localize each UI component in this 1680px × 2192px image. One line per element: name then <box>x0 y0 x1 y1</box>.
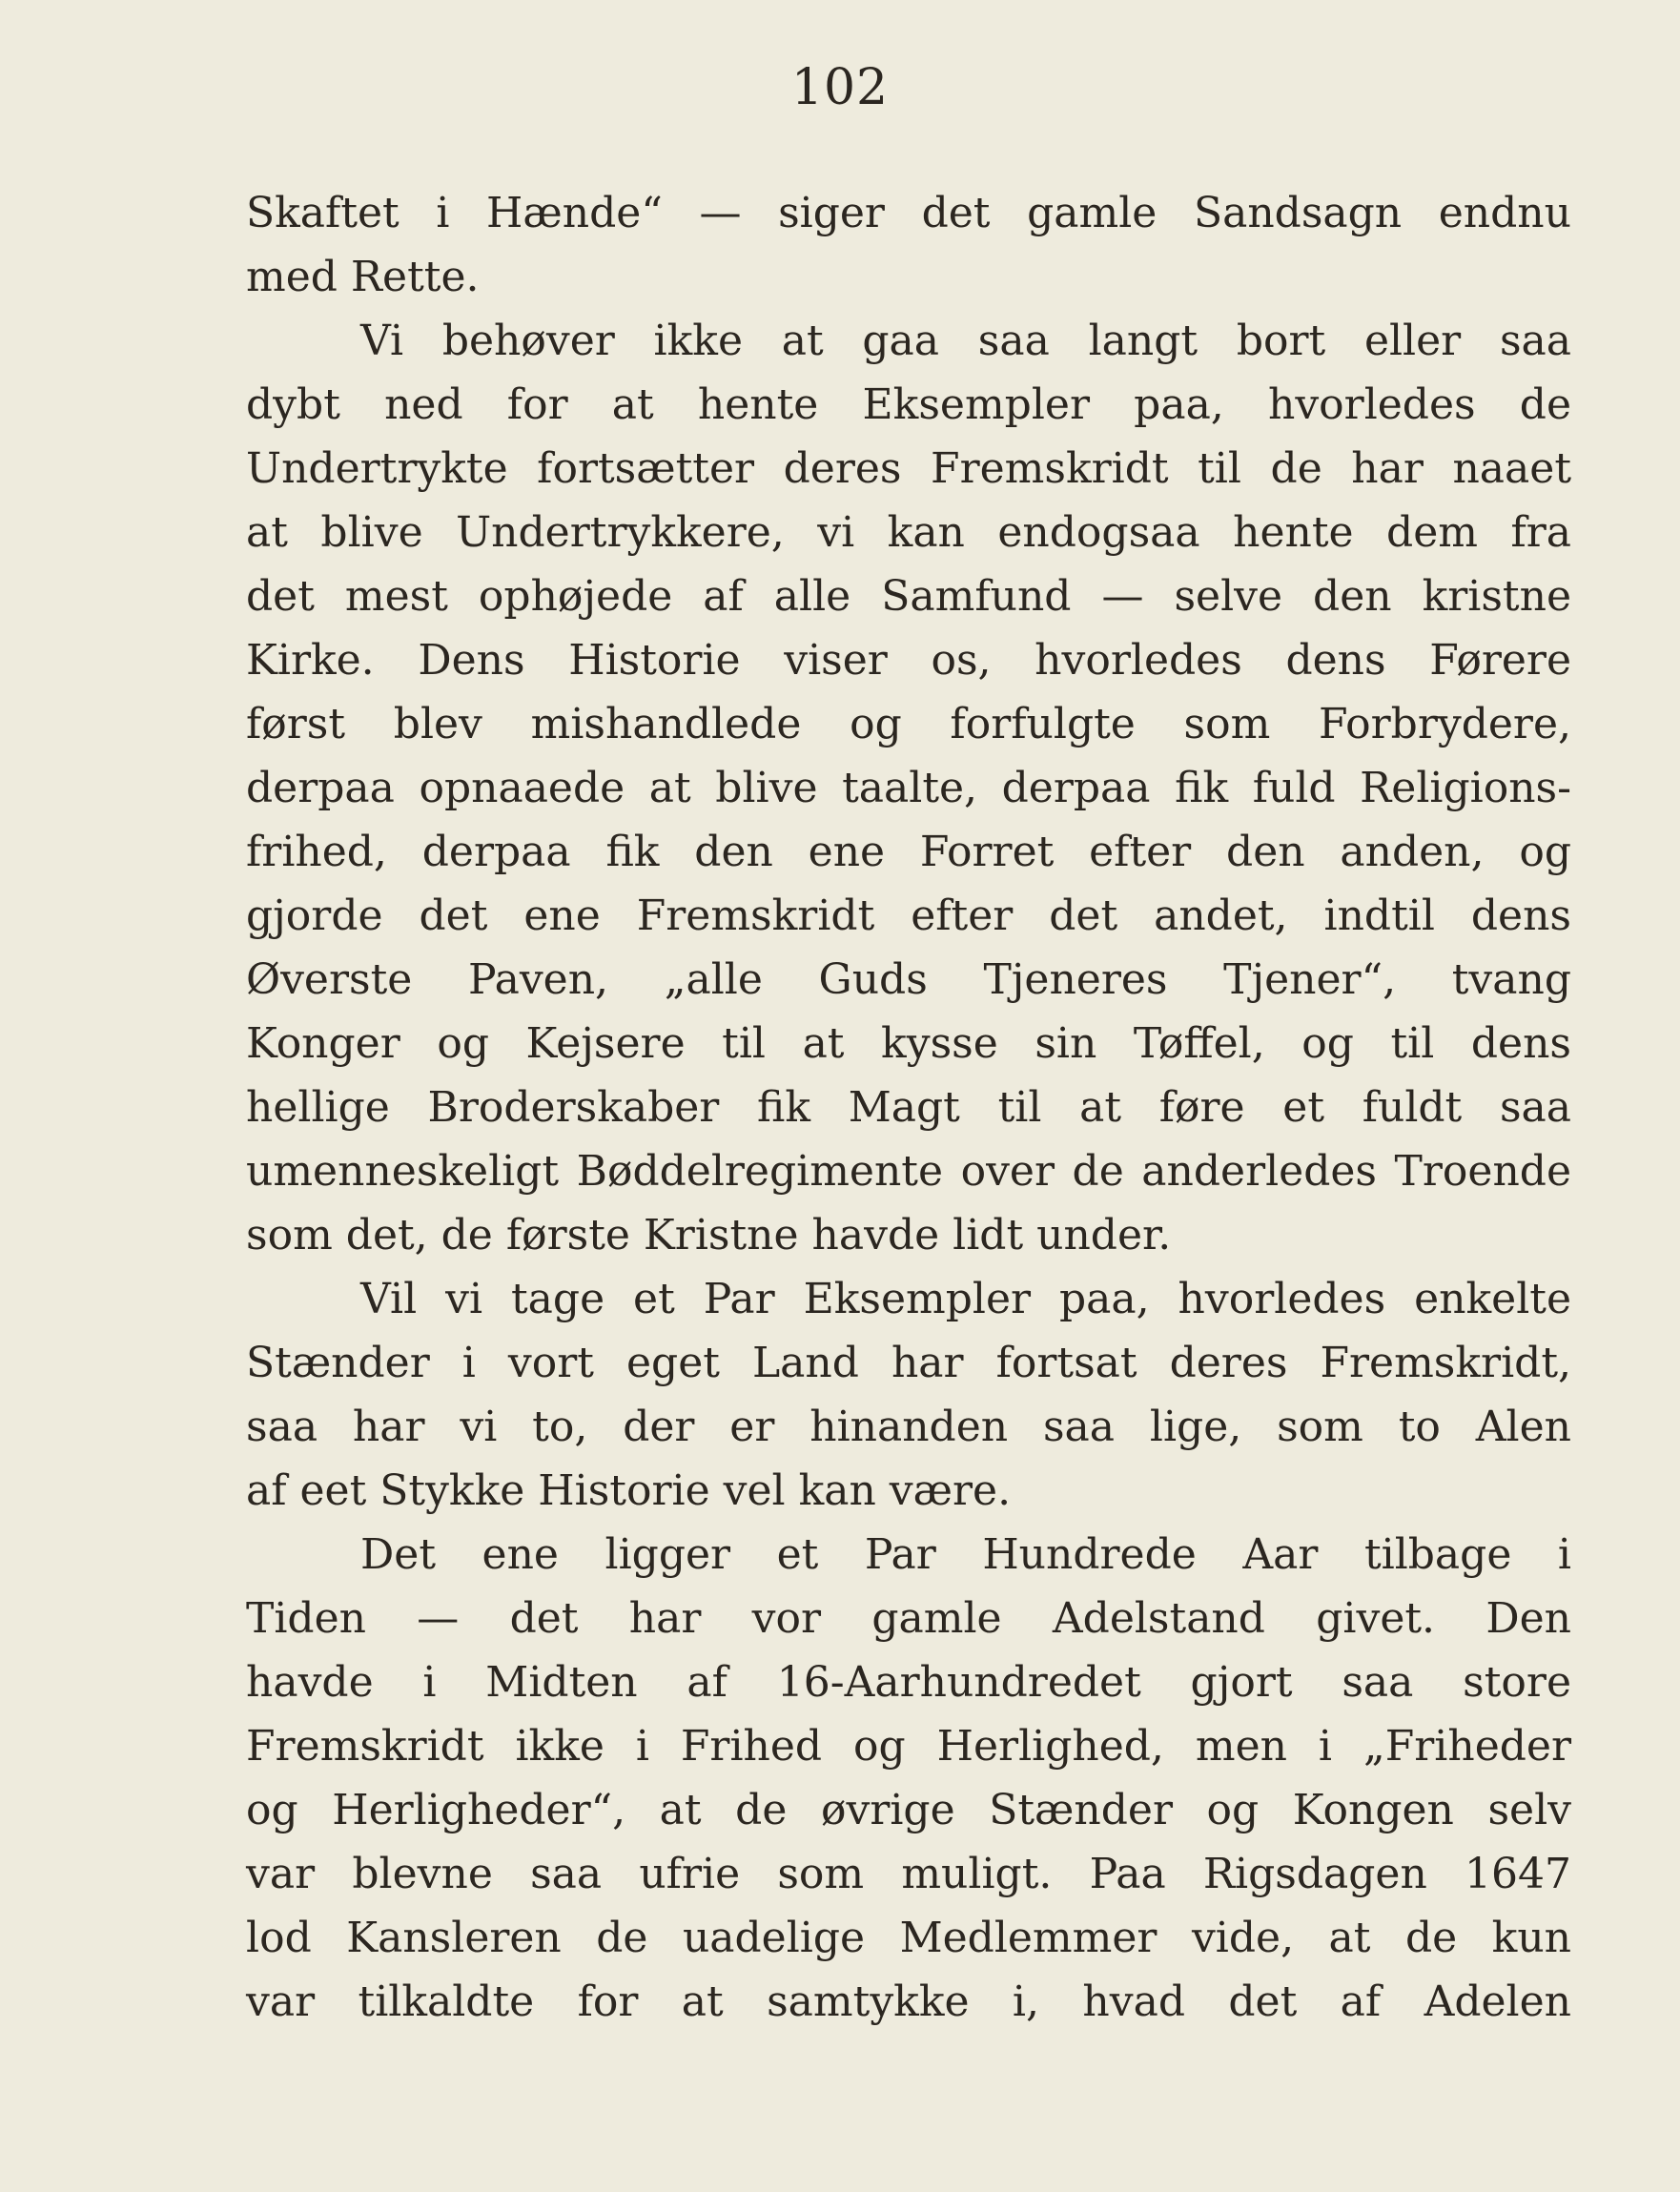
text-line: som det, de første Kristne havde lidt under. <box>246 1211 1172 1260</box>
text-line: saa har vi to, der er hinanden saa lige, som to Alen <box>246 1403 1571 1451</box>
text-line: hellige Broderskaber fik Magt til at føre et fuldt saa <box>246 1083 1571 1132</box>
text-line: Vi behøver ikke at gaa saa langt bort eller saa <box>360 317 1571 365</box>
text-line: havde i Midten af 16-Aarhundredet gjort saa store <box>246 1658 1571 1707</box>
text-line: var tilkaldte for at samtykke i, hvad det af Adelen <box>246 1977 1571 2026</box>
paragraph <box>246 1523 1571 2034</box>
text-line: først blev mishandlede og forfulgte som Forbrydere, <box>246 700 1571 748</box>
text-line: Det ene ligger et Par Hundrede Aar tilbage i <box>360 1530 1571 1579</box>
text-line: gjorde det ene Fremskridt efter det andet, indtil dens <box>246 891 1571 940</box>
paragraph <box>246 1267 1571 1523</box>
text-line: at blive Undertrykkere, vi kan endogsaa hente dem fra <box>246 508 1571 557</box>
paragraph <box>246 181 1571 309</box>
text-line: var blevne saa ufrie som muligt. Paa Rigsdagen 1647 <box>246 1850 1571 1898</box>
text-line: Tiden — det har vor gamle Adelstand givet. Den <box>246 1594 1571 1643</box>
text-line: og Herligheder“, at de øvrige Stænder og Kongen selv <box>246 1786 1571 1834</box>
text-line: med Rette. <box>246 253 480 301</box>
paragraph <box>246 309 1571 1267</box>
text-line: frihed, derpaa fik den ene Forret efter den anden, og <box>246 828 1571 876</box>
text-line: Undertrykte fortsætter deres Fremskridt til de har naaet <box>246 444 1571 493</box>
text-line: lod Kansleren de uadelige Medlemmer vide, at de kun <box>246 1914 1571 1962</box>
text-line: af eet Stykke Historie vel kan være. <box>246 1466 1012 1515</box>
page-number: 102 <box>790 59 890 116</box>
body-text <box>246 181 1571 2034</box>
text-line: Stænder i vort eget Land har fortsat deres Fremskridt, <box>246 1339 1571 1387</box>
text-line: umenneskeligt Bøddelregimente over de anderledes Troende <box>246 1147 1571 1196</box>
text-line: Kirke. Dens Historie viser os, hvorledes dens Førere <box>246 636 1571 685</box>
text-line: Øverste Paven, „alle Guds Tjeneres Tjener“, tvang <box>246 955 1571 1004</box>
text-line: Vil vi tage et Par Eksempler paa, hvorledes enkelte <box>360 1275 1571 1323</box>
text-line: Fremskridt ikke i Frihed og Herlighed, men i „Friheder <box>246 1722 1571 1771</box>
text-line: dybt ned for at hente Eksempler paa, hvorledes de <box>246 380 1571 429</box>
text-line: derpaa opnaaede at blive taalte, derpaa fik fuld Religions- <box>246 764 1571 812</box>
text-line: Konger og Kejsere til at kysse sin Tøffel, og til dens <box>246 1019 1571 1068</box>
text-line: det mest ophøjede af alle Samfund — selve den kristne <box>246 572 1571 621</box>
text-line: Skaftet i Hænde“ — siger det gamle Sandsagn endnu <box>246 189 1571 237</box>
